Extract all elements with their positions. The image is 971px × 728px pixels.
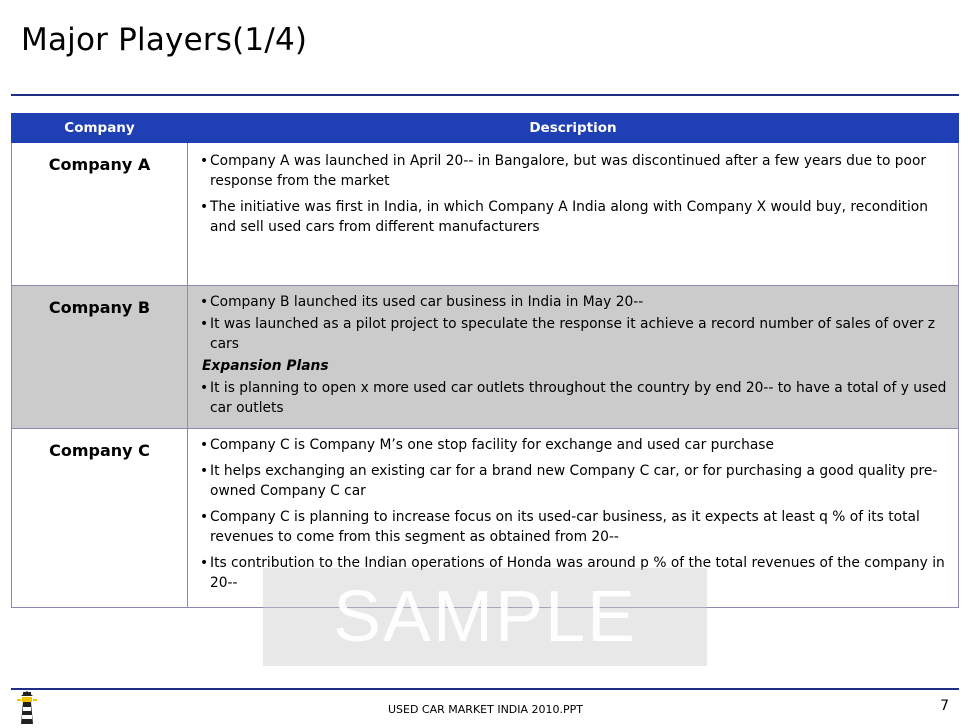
description-cell: [188, 143, 959, 286]
sample-watermark: SAMPLE: [263, 568, 707, 666]
bottom-divider: [11, 688, 959, 690]
bullet-item: • It helps exchanging an existing car for a brand new Company C car, or for purchasing a good quality pre-owned Company C car: [200, 461, 950, 501]
company-cell: [12, 429, 188, 608]
bullet-item: • Company A was launched in April 20-- in Bangalore, but was discontinued after a few years due to poor response from the market: [200, 151, 950, 191]
bullet-item: • Company C is Company M’s one stop facility for exchange and used car purchase: [200, 435, 950, 455]
company-cell: [12, 286, 188, 429]
table-header-row: [12, 114, 959, 143]
bullet-item: • It was launched as a pilot project to speculate the response it achieve a record number of sales of over z cars: [200, 314, 950, 354]
bullet-item: • Its contribution to the Indian operations of Honda was around p % of the total revenues of the company in 20--: [200, 553, 950, 593]
footer-text: USED CAR MARKET INDIA 2010.PPT: [387, 703, 584, 716]
description-cell: [188, 286, 959, 429]
company-name: Company C: [49, 441, 150, 460]
page-number: 7: [940, 698, 949, 714]
company-name: Company B: [48, 298, 151, 317]
major-players-table: [11, 113, 959, 608]
company-name: Company A: [48, 155, 151, 174]
top-divider: [11, 94, 959, 96]
company-cell: [12, 143, 188, 286]
bullet-item: • Company C is planning to increase focus on its used-car business, as it expects at least q % of its total revenues to come from this segment as obtained from 20--: [200, 507, 950, 547]
expansion-plans-heading: Expansion Plans: [202, 358, 329, 374]
bullet-item: • The initiative was first in India, in which Company A India along with Company X would buy, recondition and sell used cars from different manufacturers: [200, 197, 950, 237]
bullet-item: • It is planning to open x more used car outlets throughout the country by end 20-- to have a total of y used car outlets: [200, 378, 950, 418]
column-header-company: Company: [12, 114, 188, 143]
bullet-item: • Company B launched its used car business in India in May 20--: [200, 292, 950, 312]
slide-title: Major Players(1/4): [21, 22, 308, 58]
column-header-description: Description: [188, 114, 959, 143]
table-row: [12, 286, 959, 429]
table-row: [12, 143, 959, 286]
